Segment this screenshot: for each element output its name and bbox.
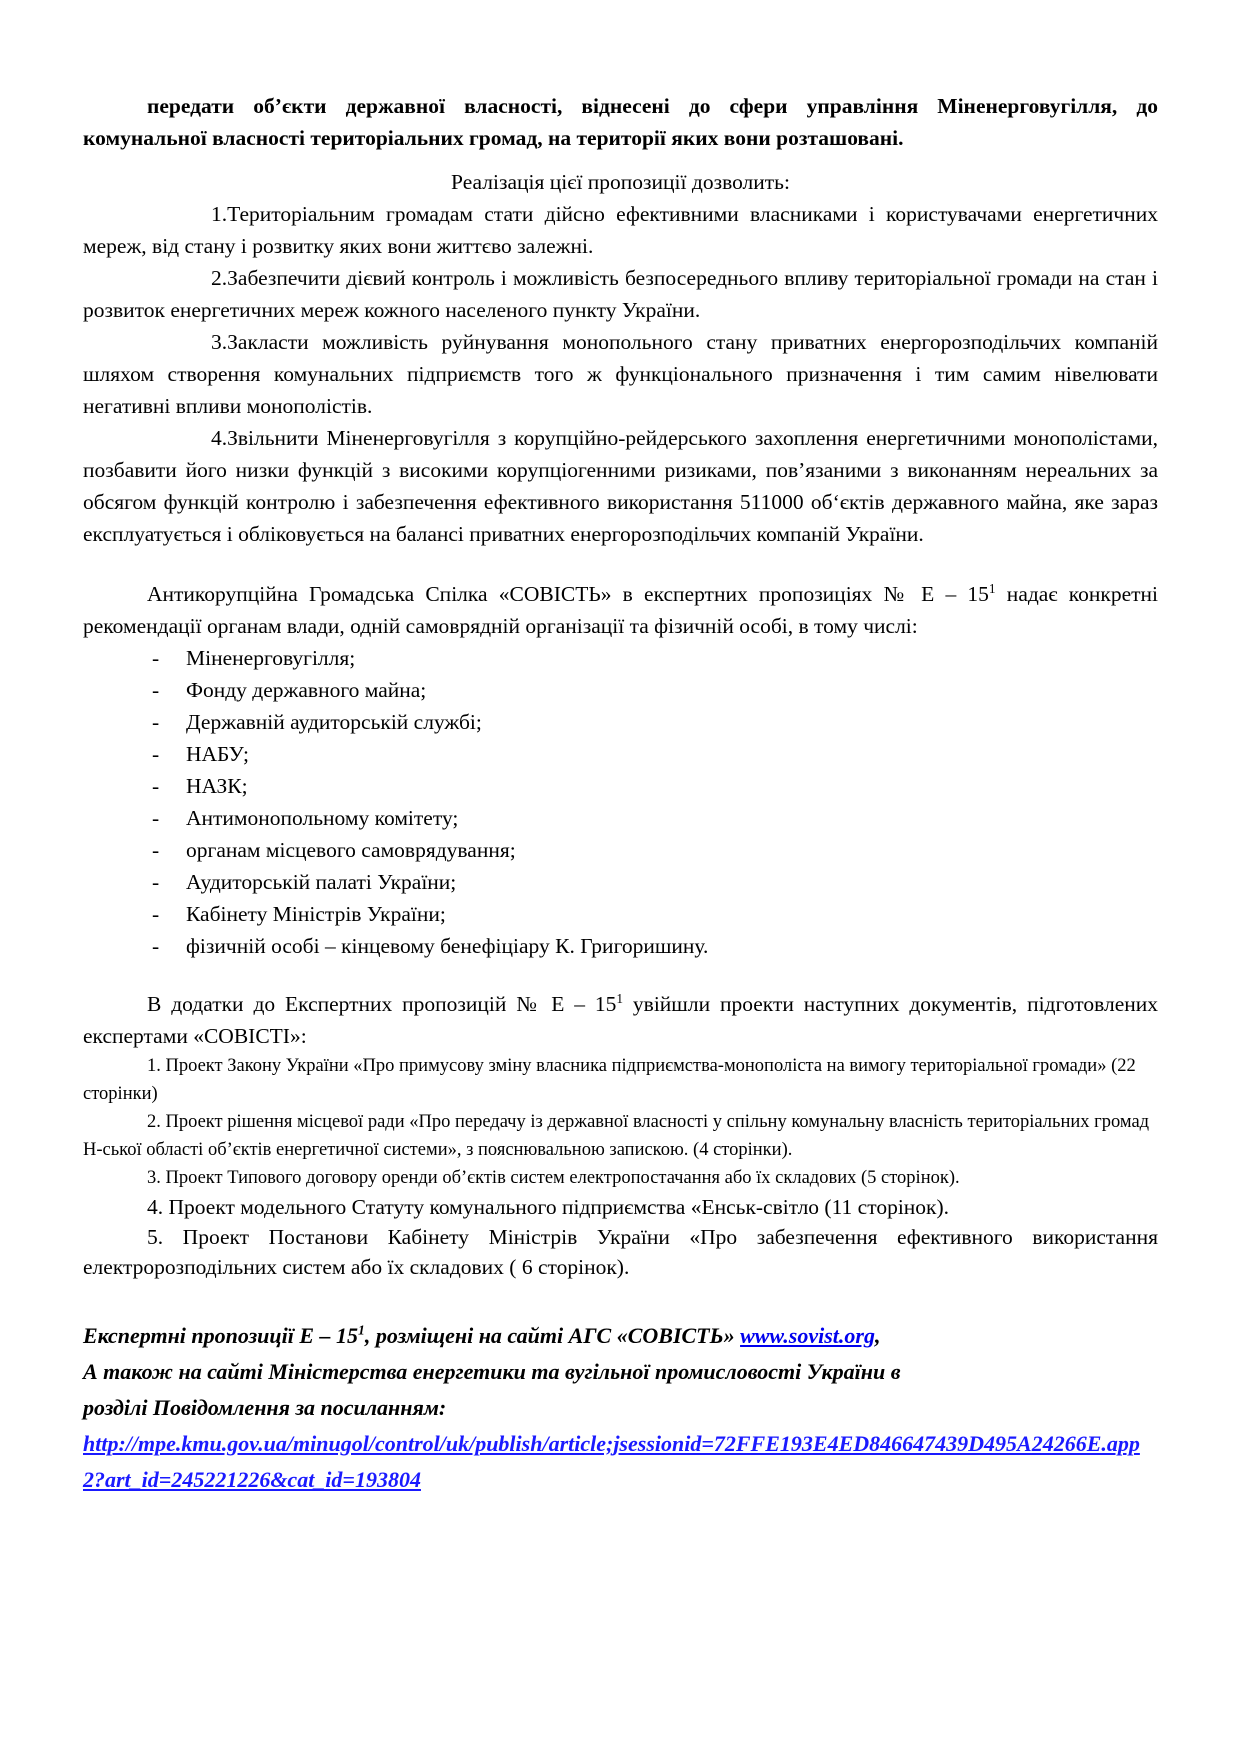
annex-item-2: 2. Проект рішення місцевої ради «Про передачу із державної власності у спільну комунальну власність територіальних громад Н-ської області об’єктів енергетичної системи», з пояснювальною запискою. (4 сторінки). xyxy=(83,1112,1150,1160)
recipient-item xyxy=(83,674,1158,706)
recipient-text: Фонду державного майна; xyxy=(186,678,427,702)
recipient-text: фізичній особі – кінцевому бенефіціару К. Григоришину. xyxy=(186,934,709,958)
point-number: 3. xyxy=(211,330,228,354)
dash-bullet: - xyxy=(152,774,160,798)
recipient-text: органам місцевого самоврядування; xyxy=(186,838,516,862)
dash-bullet: - xyxy=(152,742,160,766)
superscript-1: 1 xyxy=(616,990,624,1006)
dash-bullet: - xyxy=(152,806,160,830)
recipient-text: Державній аудиторській службі; xyxy=(186,710,482,734)
dash-bullet: - xyxy=(152,934,160,958)
recipient-item xyxy=(83,770,1158,802)
sovist-link[interactable]: www.sovist.org xyxy=(740,1323,875,1348)
intro-paragraph: передати об’єкти державної власності, віднесені до сфери управління Міненерговугілля, до комунальної власності територіальних громад, на території яких вони розташовані. xyxy=(83,94,1158,150)
sovist-text-end: надає конкретні рекомендації органам влади, одній самоврядній організації та фізичній особі, в тому числі: xyxy=(83,582,1159,638)
dash-bullet: - xyxy=(152,902,160,926)
point-number: 2. xyxy=(211,266,228,290)
recipient-text: Аудиторській палаті України; xyxy=(186,870,457,894)
footer-line-3: розділі Повідомлення за посиланням: xyxy=(83,1395,447,1420)
sovist-text-start: Антикорупційна Громадська Спілка «СОВІСТЬ» в експертних пропозиціях № Е – 15 xyxy=(147,582,989,606)
dash-bullet: - xyxy=(152,838,160,862)
recipient-text: Антимонопольному комітету; xyxy=(186,806,459,830)
recipient-item xyxy=(83,802,1158,834)
recipient-item xyxy=(83,866,1158,898)
dash-bullet: - xyxy=(152,710,160,734)
ministry-url-link[interactable]: http://mpe.kmu.gov.ua/minugol/control/uk/publish/article;jsessionid=72FFE193E4ED846647439D495A24266E.app2?art_id=245221226&cat_id=193804 xyxy=(83,1431,1140,1492)
annex-item-3: 3. Проект Типового договору оренди об’єктів систем електропостачання або їх складових (5 сторінок). xyxy=(147,1168,960,1188)
point-text: Звільнити Міненерговугілля з корупційно-рейдерського захоплення енергетичними монополістами, позбавити його низки функцій з високими корупціогенними ризиками, пов’язаними з виконанням нереальних за обсягом функцій контролю і забезпечення ефективного використання 511000 об‘єктів державного майна, яке зараз експлуатується і обліковується на балансі приватних енергорозподільчих компаній України. xyxy=(83,426,1158,546)
footer-text-mid: , розміщені на сайті АГС «СОВІСТЬ» xyxy=(364,1323,741,1348)
recipient-text: НАБУ; xyxy=(186,742,250,766)
sovist-paragraph xyxy=(83,578,1158,642)
numbered-point-1 xyxy=(83,198,1158,262)
recipient-text: Міненерговугілля; xyxy=(186,646,356,670)
dash-bullet: - xyxy=(152,646,160,670)
recipient-item xyxy=(83,738,1158,770)
section-heading: Реалізація цієї пропозиції дозволить: xyxy=(451,170,790,194)
point-text: Закласти можливість руйнування монопольного стану приватних енергорозподільчих компаній шляхом створення комунальних підприємств того ж функціонального призначення і тим самим нівелювати негативні впливи монополістів. xyxy=(83,330,1158,418)
numbered-point-4 xyxy=(83,422,1158,550)
annex-item-4: 4. Проект модельного Статуту комунального підприємства «Енськ-світло (11 сторінок). xyxy=(147,1195,950,1219)
annex-text-start: В додатки до Експертних пропозицій № Е – 15 xyxy=(147,992,617,1016)
point-text: Забезпечити дієвий контроль і можливість безпосереднього впливу територіальної громади на стан і розвиток енергетичних мереж кожного населеного пункту України. xyxy=(83,266,1158,322)
footer-note xyxy=(83,1318,1158,1498)
recipient-text: НАЗК; xyxy=(186,774,248,798)
annex-paragraph xyxy=(83,988,1158,1052)
annex-text-end: увійшли проекти наступних документів, підготовлених експертами «СОВІСТІ»: xyxy=(83,992,1158,1048)
dash-bullet: - xyxy=(152,870,160,894)
superscript-1: 1 xyxy=(358,1322,365,1338)
recipient-text: Кабінету Міністрів України; xyxy=(186,902,446,926)
numbered-point-3 xyxy=(83,326,1158,422)
superscript-1: 1 xyxy=(988,580,996,596)
recipient-item xyxy=(83,834,1158,866)
recipient-item xyxy=(83,930,1158,962)
annex-item-5: 5. Проект Постанови Кабінету Міністрів України «Про забезпечення ефективного використання електророзподільних систем або їх складових ( 6 сторінок). xyxy=(83,1225,1158,1279)
recipient-item xyxy=(83,642,1158,674)
footer-line-2: А також на сайті Міністерства енергетики та вугільної промисловості України в xyxy=(83,1359,901,1384)
annex-item-1: 1. Проект Закону України «Про примусову зміну власника підприємства-монополіста на вимогу територіальної громади» (22 сторінки) xyxy=(83,1056,1136,1104)
footer-line-1 xyxy=(83,1318,1158,1354)
numbered-point-2 xyxy=(83,262,1158,326)
point-text: Територіальним громадам стати дійсно ефективними власниками і користувачами енергетичних мереж, від стану і розвитку яких вони життєво залежні. xyxy=(83,202,1158,258)
footer-text-start: Експертні пропозиції Е – 15 xyxy=(83,1323,359,1348)
footer-text-after-link: , xyxy=(874,1323,881,1348)
point-number: 1. xyxy=(211,202,228,226)
recipients-list xyxy=(83,642,1158,962)
recipient-item xyxy=(83,706,1158,738)
recipient-item xyxy=(83,898,1158,930)
point-number: 4. xyxy=(211,426,228,450)
dash-bullet: - xyxy=(152,678,160,702)
